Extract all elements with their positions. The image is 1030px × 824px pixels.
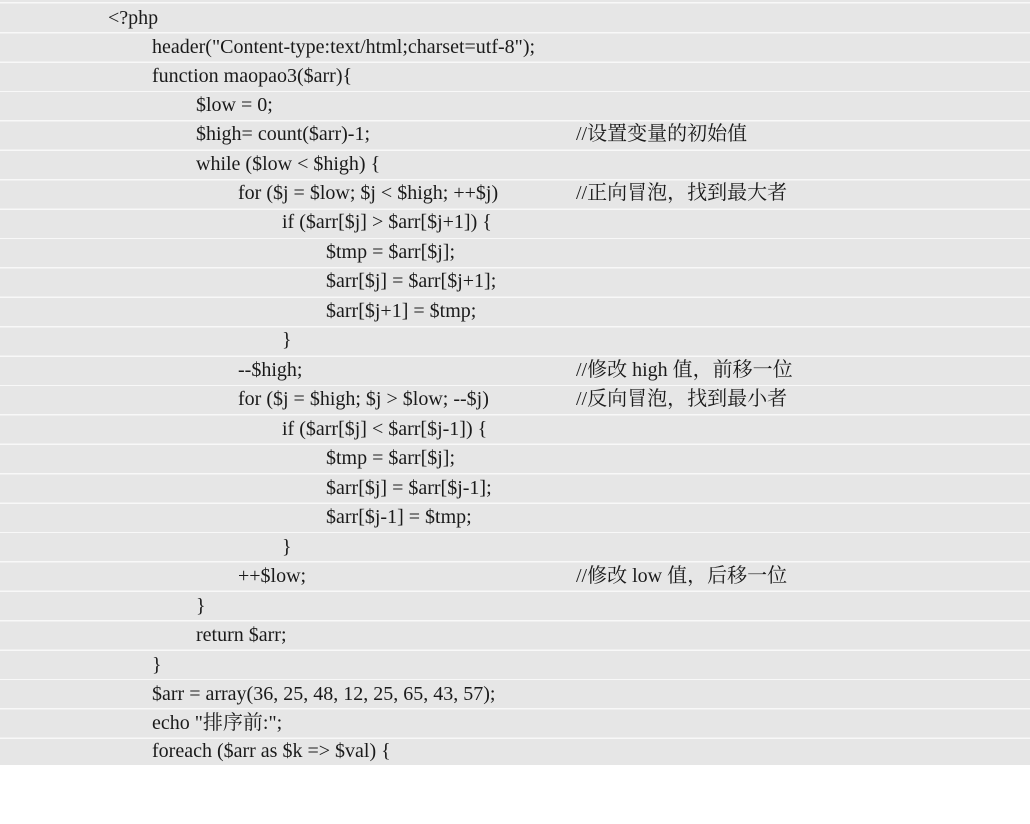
code-line-6: [0, 150, 381, 179]
code-line-20: [0, 562, 788, 591]
code-line-11: [0, 297, 477, 326]
code-text: $tmp = $arr[$j];: [326, 241, 456, 263]
code-text: return $arr;: [196, 624, 287, 646]
code-comment: //正向冒泡，找到最大者: [576, 182, 788, 204]
code-text: function maopao3($arr){: [152, 65, 353, 87]
code-line-9: [0, 238, 456, 267]
code-line-10: [0, 267, 497, 296]
code-text: $arr[$j] = $arr[$j+1];: [326, 270, 497, 292]
code-comment: //修改 high 值，前移一位: [576, 359, 793, 381]
code-line-22: [0, 621, 287, 650]
code-comment: //反向冒泡，找到最小者: [576, 388, 788, 410]
code-line-25: [0, 709, 283, 738]
code-text: }: [282, 536, 292, 558]
code-line-16: [0, 444, 456, 473]
code-line-24: [0, 680, 496, 709]
code-text: <?php: [108, 7, 159, 29]
code-text: if ($arr[$j] < $arr[$j-1]) {: [282, 418, 488, 440]
code-text: $arr[$j-1] = $tmp;: [326, 506, 472, 528]
code-line-2: [0, 33, 536, 62]
code-text: }: [196, 595, 206, 617]
code-line-4: [0, 91, 273, 120]
code-line-8: [0, 208, 492, 237]
code-text: }: [282, 329, 292, 351]
code-text: $tmp = $arr[$j];: [326, 447, 456, 469]
code-line-18: [0, 503, 472, 532]
code-text: $arr[$j+1] = $tmp;: [326, 300, 477, 322]
code-text: ++$low;: [238, 565, 307, 587]
code-text: header("Content-type:text/html;charset=utf-8");: [152, 36, 536, 58]
code-text: $arr[$j] = $arr[$j-1];: [326, 477, 492, 499]
code-line-12: [0, 326, 292, 355]
code-line-13: [0, 356, 793, 385]
code-text: }: [152, 654, 162, 676]
code-line-19: [0, 533, 292, 562]
code-text: echo "排序前:";: [152, 712, 283, 734]
code-text: for ($j = $low; $j < $high; ++$j): [238, 182, 499, 204]
code-line-3: [0, 62, 353, 91]
code-text: $arr = array(36, 25, 48, 12, 25, 65, 43, 57);: [152, 683, 496, 705]
code-line-21: [0, 592, 206, 621]
code-text: if ($arr[$j] > $arr[$j+1]) {: [282, 211, 492, 233]
code-comment: //修改 low 值，后移一位: [576, 565, 788, 587]
code-line-26: [0, 737, 391, 766]
code-line-15: [0, 415, 488, 444]
code-text: --$high;: [238, 359, 303, 381]
code-line-5: [0, 120, 748, 149]
code-line-1: [0, 4, 159, 33]
code-text: $low = 0;: [196, 94, 273, 116]
code-text: for ($j = $high; $j > $low; --$j): [238, 388, 489, 410]
code-line-7: [0, 179, 788, 208]
code-line-23: [0, 651, 162, 680]
code-line-14: [0, 385, 788, 414]
code-line-17: [0, 474, 492, 503]
code-text: $high= count($arr)-1;: [196, 123, 371, 145]
code-comment: //设置变量的初始值: [576, 123, 748, 145]
code-text: while ($low < $high) {: [196, 153, 381, 175]
code-text: foreach ($arr as $k => $val) {: [152, 740, 391, 762]
